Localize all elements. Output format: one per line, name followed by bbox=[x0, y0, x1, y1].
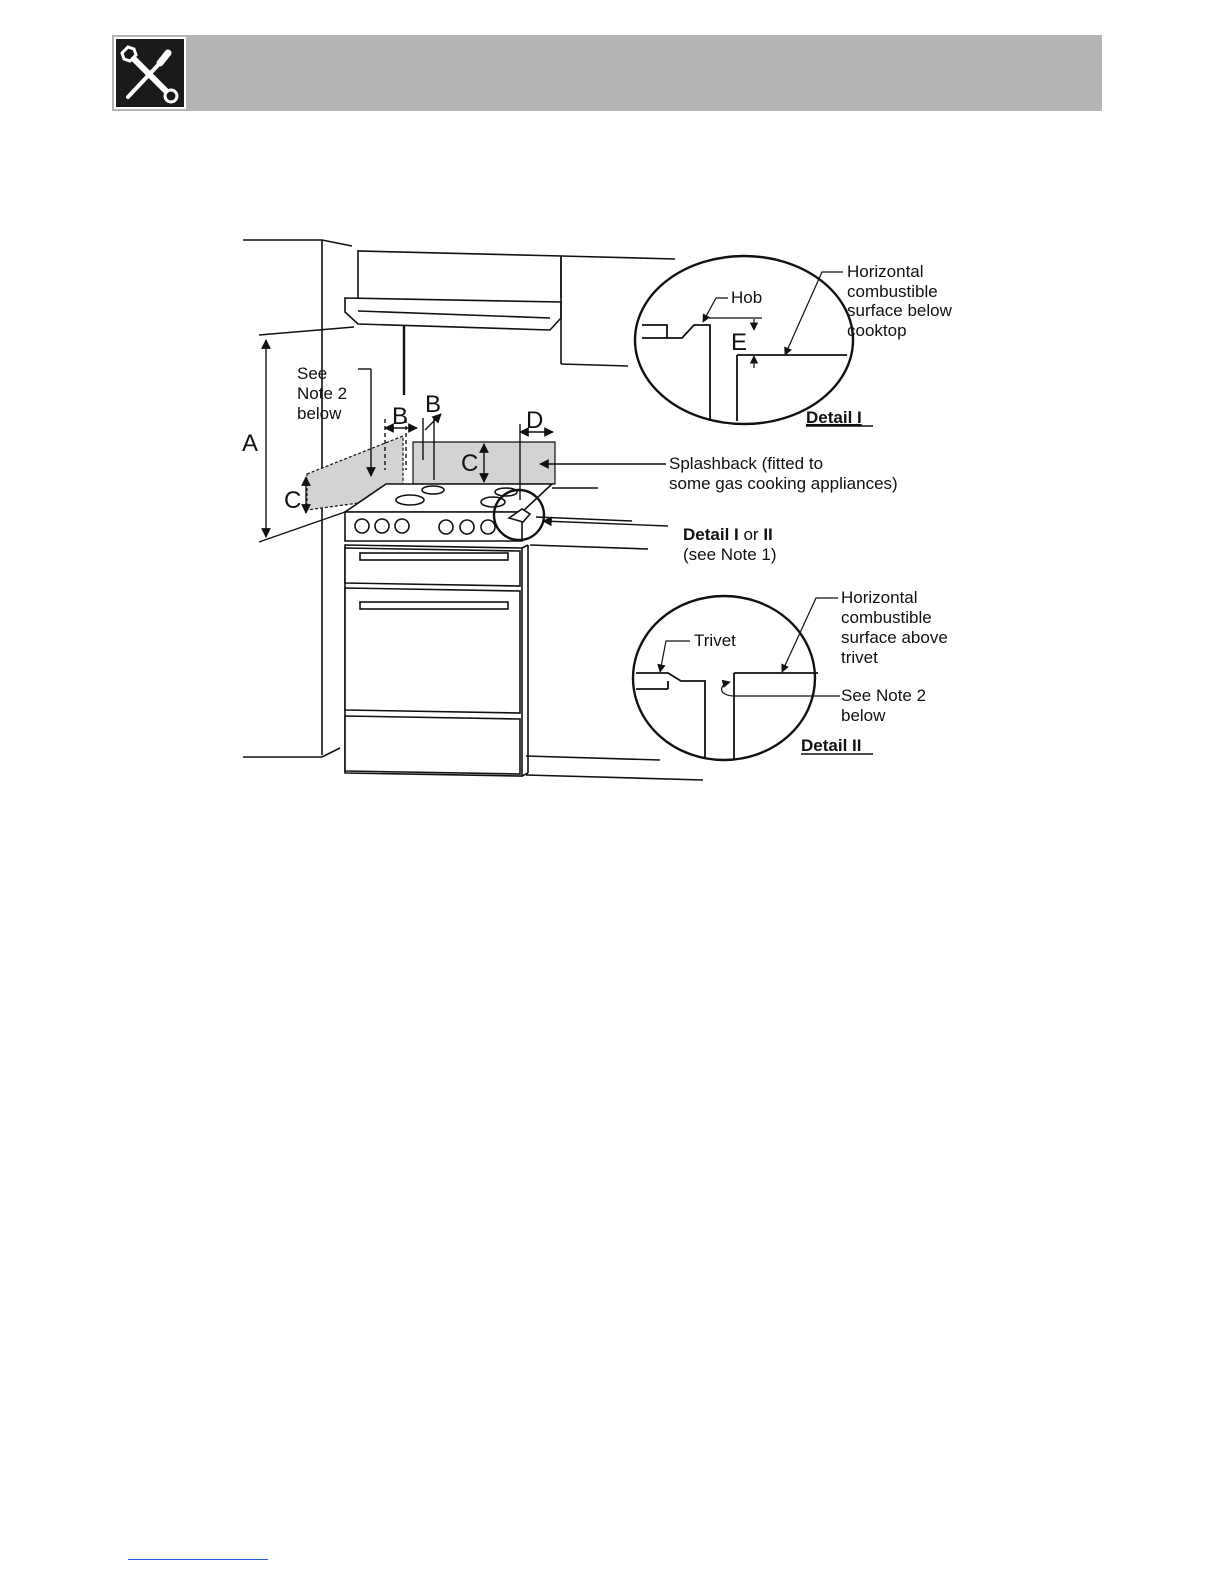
detail1-surface-line1: Horizontal bbox=[847, 262, 924, 281]
detail2-trivet-label: Trivet bbox=[694, 631, 736, 650]
bottom-drawer bbox=[345, 716, 520, 774]
splashback-label-line2: some gas cooking appliances) bbox=[669, 474, 898, 493]
splashback-label-line1: Splashback (fitted to bbox=[669, 454, 824, 473]
detail2-circle bbox=[633, 596, 815, 760]
dim-a-label: A bbox=[242, 430, 259, 457]
detail1-surface-line3: surface below bbox=[847, 301, 952, 320]
detail2-title: Detail II bbox=[801, 736, 862, 755]
upper-handle bbox=[360, 553, 508, 560]
range-hood-body bbox=[358, 251, 561, 298]
detail2-surface-line1: Horizontal bbox=[841, 588, 918, 607]
detail-ref-bold2: II bbox=[763, 525, 773, 544]
wall-bottom-edge bbox=[243, 748, 340, 757]
dim-e-label: E bbox=[731, 329, 748, 356]
detail2-surface-line3: surface above bbox=[841, 628, 948, 647]
dim-b-left-label: B bbox=[392, 403, 409, 430]
detail-ref-bold1: Detail I bbox=[683, 525, 739, 544]
see-note2-line1: See bbox=[297, 364, 328, 383]
oven-handle bbox=[360, 602, 508, 609]
see-note2-line3: below bbox=[297, 404, 342, 423]
see-note2-line2: Note 2 bbox=[297, 384, 348, 403]
detail-reference-label bbox=[683, 525, 773, 544]
dim-c-left-label: C bbox=[284, 487, 302, 514]
detail1-surface-line2: combustible bbox=[847, 282, 938, 301]
detail2-note-line2: below bbox=[841, 706, 886, 725]
detail2-surface-line2: combustible bbox=[841, 608, 932, 627]
footer-link-underline bbox=[128, 1559, 268, 1560]
detail2-note-line1: See Note 2 bbox=[841, 686, 927, 705]
dim-d-label: D bbox=[526, 407, 544, 434]
detail1-hob-label: Hob bbox=[731, 288, 763, 307]
detail2-surface-line4: trivet bbox=[841, 648, 878, 667]
detail1-title: Detail I bbox=[806, 408, 862, 427]
detail1-surface-line4: cooktop bbox=[847, 321, 907, 340]
detail-ref-or: or bbox=[738, 525, 764, 544]
dim-c-right-label: C bbox=[461, 450, 479, 477]
detail-reference-note: (see Note 1) bbox=[683, 545, 777, 564]
dim-b-right-label: B bbox=[425, 391, 442, 418]
wall-top-edge bbox=[243, 240, 352, 246]
